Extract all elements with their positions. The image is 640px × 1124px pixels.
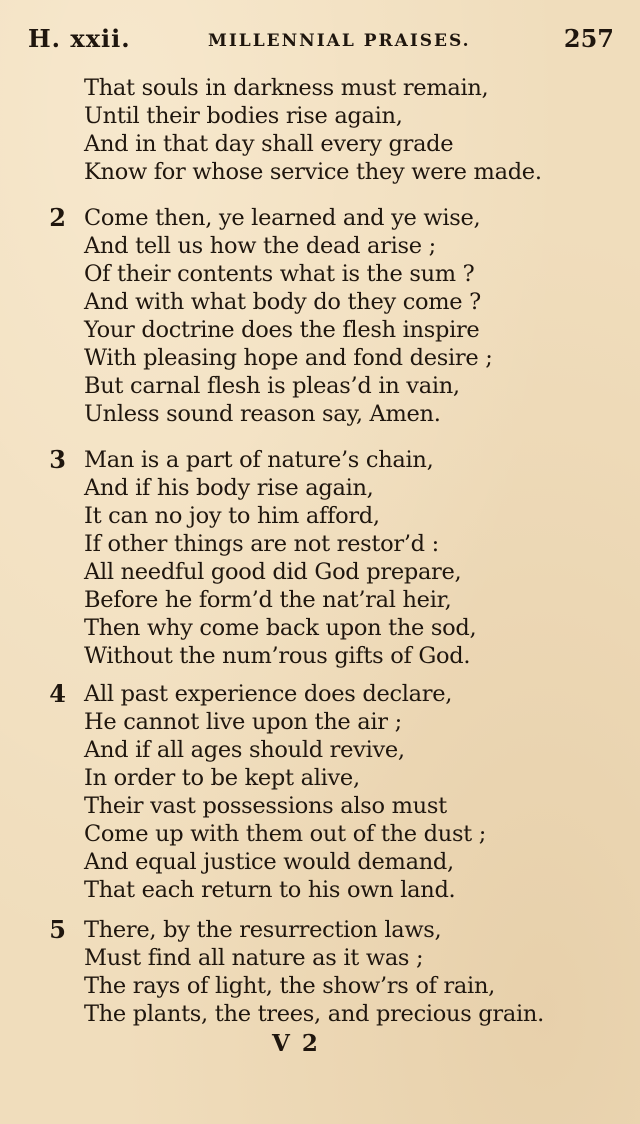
verse-line: It can no joy to him afford, bbox=[84, 503, 380, 529]
verse-line: The plants, the trees, and precious grain. bbox=[84, 1001, 544, 1027]
verse-line: Come up with them out of the dust ; bbox=[84, 821, 487, 847]
verse-line: Without the num’rous gifts of God. bbox=[84, 643, 471, 669]
verse-line: Their vast possessions also must bbox=[84, 793, 447, 819]
stanza-number: 3 bbox=[49, 445, 66, 474]
verse-line: He cannot live upon the air ; bbox=[84, 709, 402, 735]
verse-line: Of their contents what is the sum ? bbox=[84, 261, 475, 287]
verse-line: And in that day shall every grade bbox=[84, 131, 454, 157]
verse-line: And if his body rise again, bbox=[84, 475, 374, 501]
verse-line: There, by the resurrection laws, bbox=[84, 917, 442, 943]
verse-line: And equal justice would demand, bbox=[84, 849, 454, 875]
verse-line: With pleasing hope and fond desire ; bbox=[84, 345, 493, 371]
page-header bbox=[28, 24, 614, 58]
verse-line: Your doctrine does the flesh inspire bbox=[84, 317, 480, 343]
page-number: 257 bbox=[563, 24, 614, 53]
stanza-number: 2 bbox=[49, 203, 66, 232]
verse-line: Come then, ye learned and ye wise, bbox=[84, 205, 481, 231]
signature-mark: V 2 bbox=[272, 1030, 320, 1057]
verse-line: In order to be kept alive, bbox=[84, 765, 360, 791]
verse-line: The rays of light, the show’rs of rain, bbox=[84, 973, 495, 999]
stanza-number: 4 bbox=[49, 679, 66, 708]
verse-line: That each return to his own land. bbox=[84, 877, 456, 903]
verse-line: Must find all nature as it was ; bbox=[84, 945, 424, 971]
verse-line: All past experience does declare, bbox=[84, 681, 453, 707]
verse-line: And tell us how the dead arise ; bbox=[84, 233, 436, 259]
verse-line: And with what body do they come ? bbox=[84, 289, 481, 315]
verse-line: Unless sound reason say, Amen. bbox=[84, 401, 441, 427]
verse-line: And if all ages should revive, bbox=[84, 737, 405, 763]
verse-line: Know for whose service they were made. bbox=[84, 159, 542, 185]
verse-line: Before he form’d the nat’ral heir, bbox=[84, 587, 452, 613]
hymn-reference: H. xxii. bbox=[28, 24, 131, 53]
running-title: MILLENNIAL PRAISES. bbox=[208, 31, 471, 51]
verse-line: Until their bodies rise again, bbox=[84, 103, 403, 129]
verse-line: But carnal flesh is pleas’d in vain, bbox=[84, 373, 460, 399]
verse-line: Man is a part of nature’s chain, bbox=[84, 447, 434, 473]
verse-line: That souls in darkness must remain, bbox=[84, 75, 489, 101]
verse-line: All needful good did God prepare, bbox=[84, 559, 462, 585]
verse-line: Then why come back upon the sod, bbox=[84, 615, 477, 641]
stanza-number: 5 bbox=[49, 915, 66, 944]
verse-line: If other things are not restor’d : bbox=[84, 531, 439, 557]
